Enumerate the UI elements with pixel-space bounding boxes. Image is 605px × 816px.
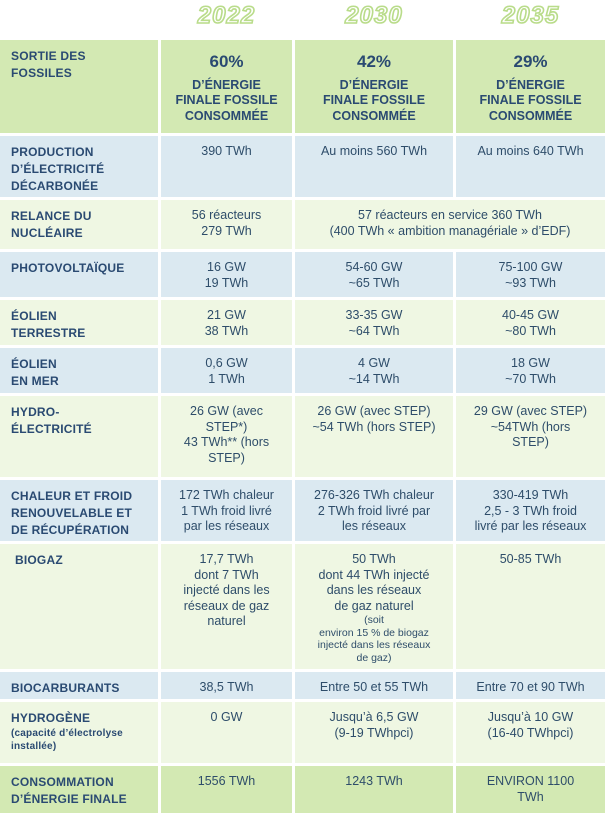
row-cell-2035: Au moins 640 TWh: [456, 136, 605, 197]
table-row: [0, 480, 605, 544]
row-cell-2035: Jusqu’à 10 GW (16-40 TWhpci): [456, 702, 605, 763]
row-label: ÉOLIEN EN MER: [0, 348, 158, 393]
row-label: ÉOLIEN TERRESTRE: [0, 300, 158, 345]
row-cell-2022: 0 GW: [161, 702, 292, 763]
header-cell-2030: [295, 40, 453, 133]
row-label: CONSOMMATION D’ÉNERGIE FINALE: [0, 766, 158, 813]
table-row: [0, 300, 605, 348]
row-cell-2035: Entre 70 et 90 TWh: [456, 672, 605, 699]
row-cell-2022: 38,5 TWh: [161, 672, 292, 699]
row-cell-2035: 330-419 TWh 2,5 - 3 TWh froid livré par les réseaux: [456, 480, 605, 541]
row-cell-2030: 276-326 TWh chaleur 2 TWh froid livré par les réseaux: [295, 480, 453, 541]
row-cell-2022: 172 TWh chaleur 1 TWh froid livré par les réseaux: [161, 480, 292, 541]
row-cell-2035: 18 GW ~70 TWh: [456, 348, 605, 393]
year-2022: 2022: [197, 2, 256, 29]
row-cell-2030: Jusqu’à 6,5 GW (9-19 TWhpci): [295, 702, 453, 763]
fossil-share-2022: 60%: [209, 52, 244, 71]
table-row: [0, 200, 605, 252]
row-cell-2022: 21 GW 38 TWh: [161, 300, 292, 345]
row-label: BIOCARBURANTS: [0, 672, 158, 699]
row-cell-2030-2035: 57 réacteurs en service 360 TWh (400 TWh « ambition managériale » d’EDF): [295, 200, 605, 249]
row-label: PHOTOVOLTAÏQUE: [0, 252, 158, 297]
row-label: RELANCE DU NUCLÉAIRE: [0, 200, 158, 249]
year-2030: 2030: [345, 2, 403, 29]
row-cell-2022: 0,6 GW 1 TWh: [161, 348, 292, 393]
row-cell-2035: 50-85 TWh: [456, 544, 605, 669]
row-cell-2035: 29 GW (avec STEP) ~54TWh (hors STEP): [456, 396, 605, 477]
fossil-share-2035: 29%: [513, 52, 548, 71]
table-row: [0, 766, 605, 816]
table-row: [0, 544, 605, 672]
row-cell-2035: 75-100 GW ~93 TWh: [456, 252, 605, 297]
row-cell-2030: Entre 50 et 55 TWh: [295, 672, 453, 699]
row-cell-2022: 56 réacteurs 279 TWh: [161, 200, 292, 249]
row-label: CHALEUR ET FROID RENOUVELABLE ET DE RÉCUPÉRATION: [0, 480, 158, 541]
fossil-text-2022: D’ÉNERGIE FINALE FOSSILE CONSOMMÉE: [175, 77, 278, 123]
fossil-text-2035: D’ÉNERGIE FINALE FOSSILE CONSOMMÉE: [479, 77, 582, 123]
years-header: [0, 0, 605, 40]
row-cell-2022: 26 GW (avec STEP*) 43 TWh** (hors STEP): [161, 396, 292, 477]
header-cell-2035: [456, 40, 605, 133]
row-cell-2022: 1556 TWh: [161, 766, 292, 813]
row-label-sub: (capacité d’électrolyse installée): [11, 728, 123, 752]
row-label: BIOGAZ: [0, 544, 158, 669]
row-cell-2035: ENVIRON 1100 TWh: [456, 766, 605, 813]
table-row: [0, 702, 605, 766]
table-header-row: [0, 40, 605, 136]
table-row: [0, 396, 605, 480]
row-cell-2022: 16 GW 19 TWh: [161, 252, 292, 297]
row-cell-2022: 390 TWh: [161, 136, 292, 197]
year-2035: 2035: [501, 2, 560, 29]
fossil-share-2030: 42%: [356, 52, 392, 71]
table-row: [0, 136, 605, 200]
row-label: HYDROGÈNE: [11, 711, 91, 725]
row-cell-2030: [295, 544, 453, 669]
row-cell-2030: Au moins 560 TWh: [295, 136, 453, 197]
row-label: HYDRO- ÉLECTRICITÉ: [0, 396, 158, 477]
fossil-text-2030: D’ÉNERGIE FINALE FOSSILE CONSOMMÉE: [322, 77, 426, 123]
row-cell-2035: 40-45 GW ~80 TWh: [456, 300, 605, 345]
header-cell-2022: [161, 40, 292, 133]
row-cell-2030: 1243 TWh: [295, 766, 453, 813]
row-cell-2022: 17,7 TWh dont 7 TWh injecté dans les réseaux de gaz naturel: [161, 544, 292, 669]
row-label-cell: [0, 702, 158, 763]
table-row: [0, 672, 605, 702]
row-cell-2030: 26 GW (avec STEP) ~54 TWh (hors STEP): [295, 396, 453, 477]
table-row: [0, 348, 605, 396]
row-cell-2030: 33-35 GW ~64 TWh: [295, 300, 453, 345]
row-label: PRODUCTION D’ÉLECTRICITÉ DÉCARBONÉE: [0, 136, 158, 197]
row-cell-2030: 54-60 GW ~65 TWh: [295, 252, 453, 297]
biogaz-2030-main: 50 TWh dont 44 TWh injecté dans les réseaux de gaz naturel: [318, 552, 430, 613]
row-cell-2030: 4 GW ~14 TWh: [295, 348, 453, 393]
header-label: SORTIE DES FOSSILES: [0, 40, 158, 133]
biogaz-2030-note: (soit environ 15 % de biogaz injecté dans les réseaux de gaz): [317, 614, 431, 664]
table-row: [0, 252, 605, 300]
